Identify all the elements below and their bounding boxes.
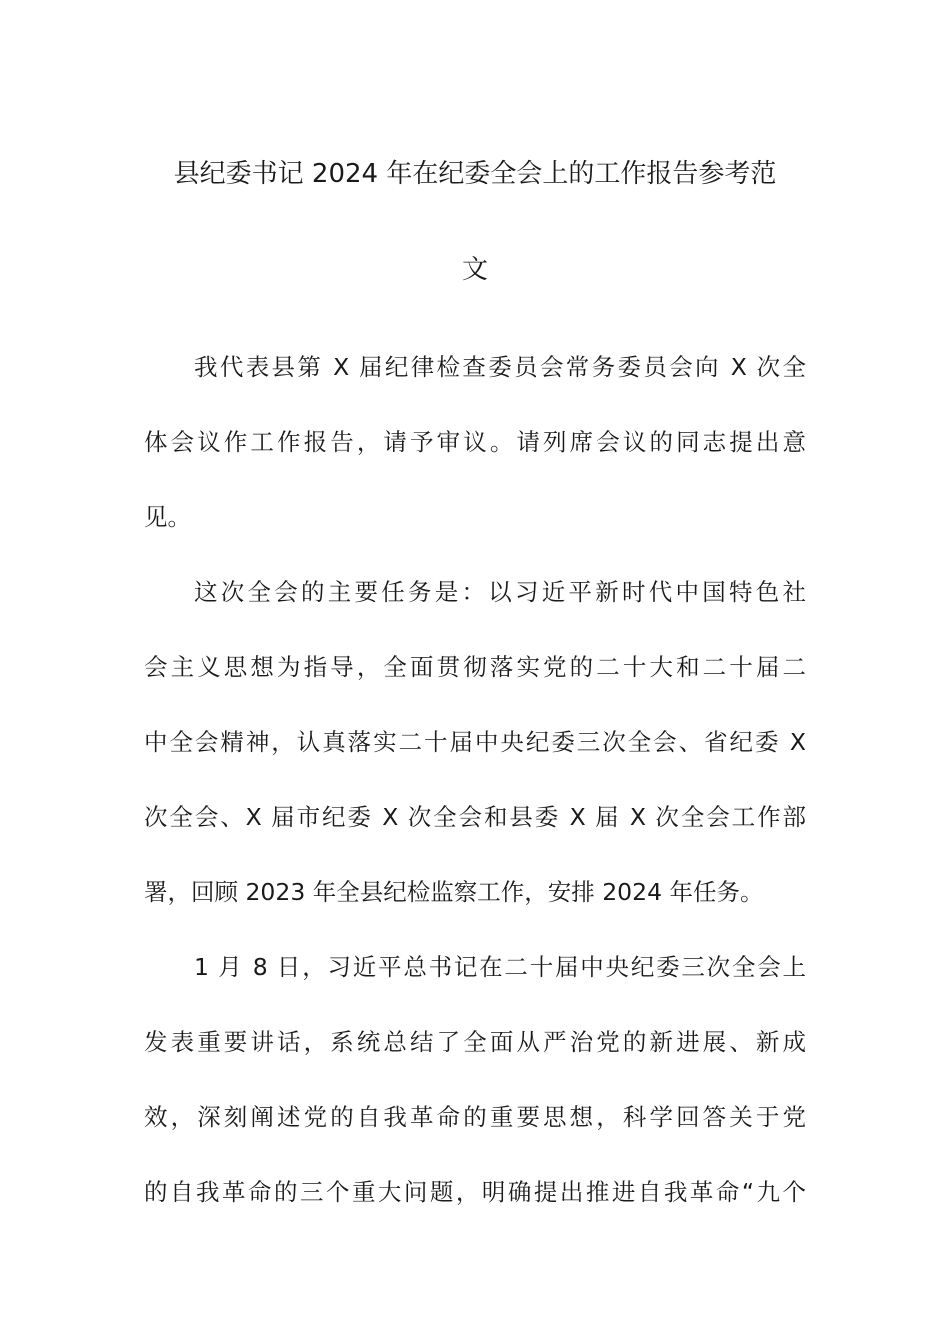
paragraph-line: 的自我革命的三个重大问题，明确提出推进自我革命“九个 [144, 1178, 806, 1206]
paragraph-line: 我代表县第 X 届纪律检查委员会常务委员会向 X 次全 [194, 353, 806, 381]
paragraph-line: 1 月 8 日，习近平总书记在二十届中央纪委三次全会上 [194, 953, 806, 981]
paragraph-3 [144, 930, 806, 1230]
paragraph-2 [144, 555, 806, 930]
paragraph-line: 中全会精神，认真落实二十届中央纪委三次全会、省纪委 X [144, 728, 806, 756]
paragraph-line: 效，深刻阐述党的自我革命的重要思想，科学回答关于党 [144, 1103, 806, 1131]
paragraph-line: 会主义思想为指导，全面贯彻落实党的二十大和二十届二 [144, 653, 806, 681]
title-line-1: 县纪委书记 2024 年在纪委全会上的工作报告参考范 [173, 159, 777, 189]
paragraph-line: 这次全会的主要任务是：以习近平新时代中国特色社 [194, 578, 806, 606]
document-title [144, 126, 806, 318]
document-body [144, 330, 806, 1230]
paragraph-line: 见。 [144, 503, 191, 531]
paragraph-line: 署，回顾 2023 年全县纪检监察工作，安排 2024 年任务。 [144, 878, 764, 906]
title-line-2: 文 [461, 255, 488, 285]
paragraph-line: 发表重要讲话，系统总结了全面从严治党的新进展、新成 [144, 1028, 806, 1056]
paragraph-line: 次全会、X 届市纪委 X 次全会和县委 X 届 X 次全会工作部 [144, 803, 806, 831]
paragraph-line: 体会议作工作报告，请予审议。请列席会议的同志提出意 [144, 428, 806, 456]
paragraph-1 [144, 330, 806, 555]
